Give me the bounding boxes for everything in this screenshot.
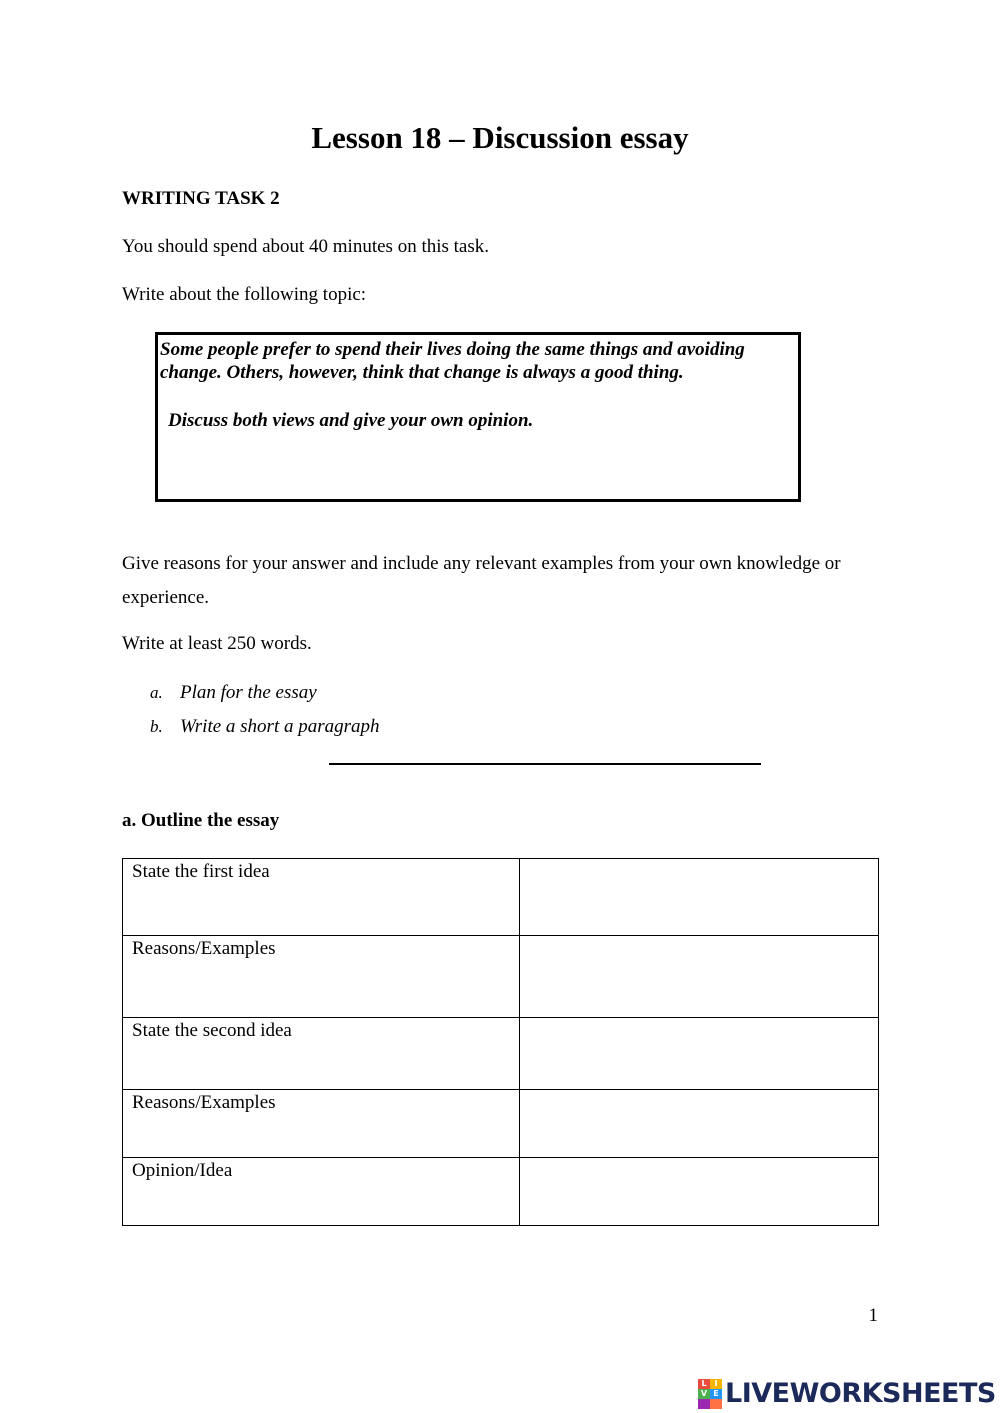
logo-mark-cell xyxy=(710,1399,722,1409)
logo-text: LIVEWORKSHEETS xyxy=(725,1378,996,1409)
step-item-b xyxy=(150,714,380,740)
outline-table xyxy=(122,858,879,1226)
liveworksheets-logo[interactable] xyxy=(698,1377,996,1411)
logo-mark-cell: I xyxy=(710,1379,722,1389)
prompt-statement xyxy=(160,338,745,384)
prompt-instruction: Discuss both views and give your own opinion. xyxy=(168,410,534,431)
table-row xyxy=(123,1158,879,1226)
task-heading: WRITING TASK 2 xyxy=(122,188,280,209)
logo-mark-cell: L xyxy=(698,1379,710,1389)
table-row xyxy=(123,936,879,1018)
outline-answer-cell[interactable] xyxy=(520,859,879,936)
logo-mark-cell: E xyxy=(710,1389,722,1399)
table-row xyxy=(123,859,879,936)
table-row xyxy=(123,1018,879,1090)
step-item-a xyxy=(150,680,317,706)
section-divider xyxy=(329,763,761,765)
step-marker: b. xyxy=(150,717,163,736)
essay-prompt-box xyxy=(155,332,801,502)
step-text: Plan for the essay xyxy=(180,682,317,703)
outline-answer-cell[interactable] xyxy=(520,936,879,1018)
outline-label: Reasons/Examples xyxy=(123,936,520,1018)
table-row xyxy=(123,1090,879,1158)
word-count-instruction: Write at least 250 words. xyxy=(122,633,312,654)
step-marker: a. xyxy=(150,683,163,702)
outline-label: State the first idea xyxy=(123,859,520,936)
outline-answer-cell[interactable] xyxy=(520,1018,879,1090)
page-number: 1 xyxy=(868,1305,878,1326)
logo-mark-icon xyxy=(698,1379,722,1409)
outline-label: Opinion/Idea xyxy=(123,1158,520,1226)
step-text: Write a short a paragraph xyxy=(180,716,380,737)
prompt-line-2: change. Others, however, think that change is always a good thing. xyxy=(160,362,684,383)
outline-answer-cell[interactable] xyxy=(520,1090,879,1158)
logo-mark-cell xyxy=(698,1399,710,1409)
topic-instruction: Write about the following topic: xyxy=(122,284,367,305)
logo-mark-cell: V xyxy=(698,1389,710,1399)
outline-answer-cell[interactable] xyxy=(520,1158,879,1226)
outline-label: Reasons/Examples xyxy=(123,1090,520,1158)
document-title: Lesson 18 – Discussion essay xyxy=(311,120,689,155)
reasons-instruction: Give reasons for your answer and include any relevant examples from your own knowledge or experience. xyxy=(122,553,841,608)
prompt-line-1: Some people prefer to spend their lives doing the same things and avoiding xyxy=(160,339,745,360)
outline-heading: a. Outline the essay xyxy=(122,810,280,831)
time-instruction: You should spend about 40 minutes on this task. xyxy=(122,236,490,257)
outline-label: State the second idea xyxy=(123,1018,520,1090)
